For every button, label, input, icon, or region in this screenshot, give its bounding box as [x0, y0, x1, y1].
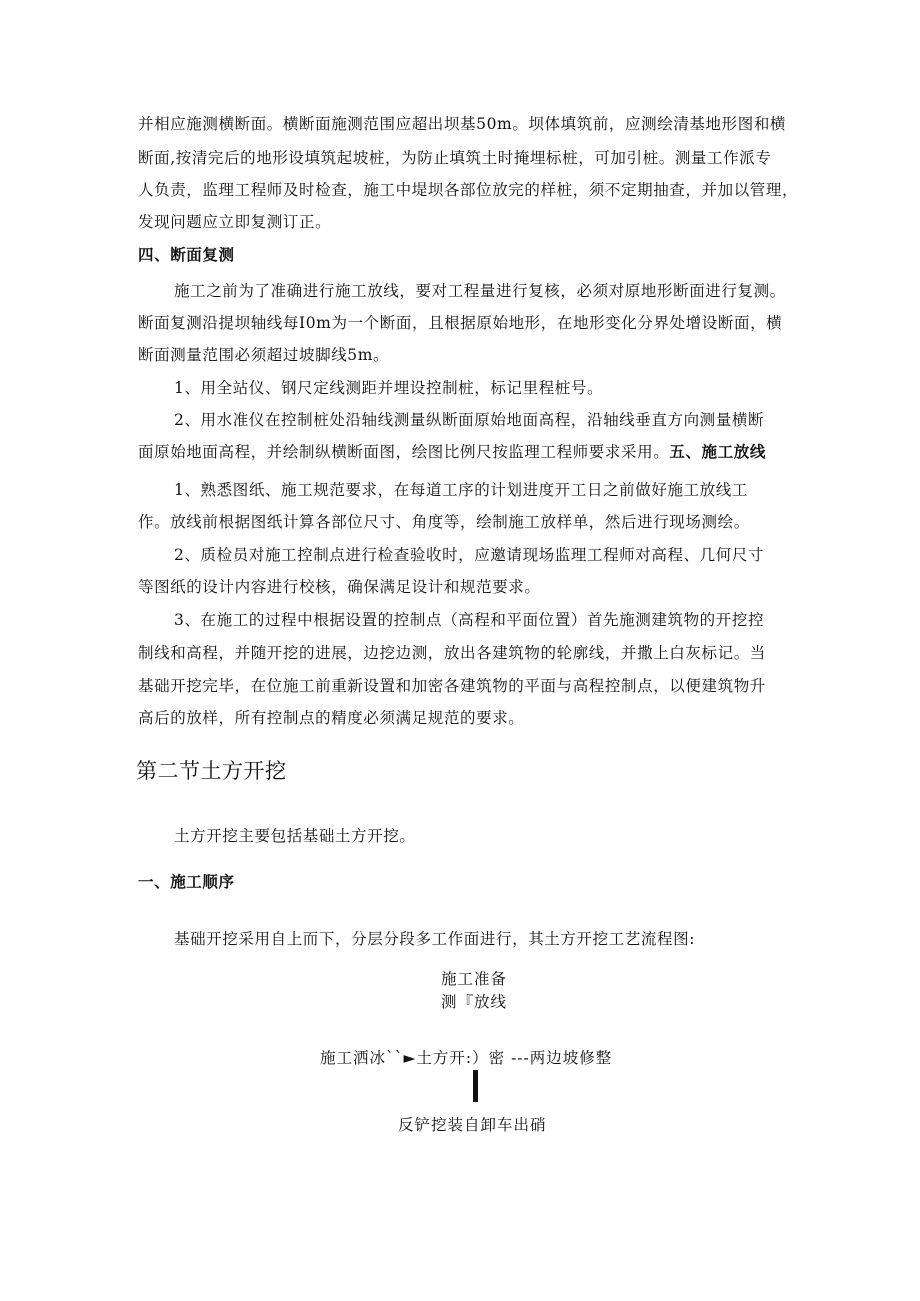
list-item: 2、质检员对施工控制点进行检查验收时，应邀请现场监理工程师对高程、几何尺寸 [174, 546, 765, 564]
list-item-text: 面原始地面高程，并绘制纵横断面图，绘图比例尺按监理工程师要求采用。 [138, 443, 670, 461]
flow-step-haul: 反铲挖装自卸车出硝 [398, 1116, 547, 1134]
paragraph-line: 人负责，监理工程师及时检查，施工中堤坝各部位放完的样桩，须不定期抽查，并加以管理， [138, 181, 799, 199]
paragraph-line: 断面复测沿提坝轴线每I0m为一个断面，且根据原始地形，在地形变化分界处增设断面，横 [138, 314, 783, 332]
list-item-continuation: 制线和高程，并随开挖的进展，边挖边测，放出各建筑物的轮廓线，并撒上白灰标记。当 [138, 644, 766, 662]
flow-step-prepare: 施工准备 [441, 970, 508, 988]
section-title: 第二节土方开挖 [136, 759, 287, 783]
flow-step-survey: 测『放线 [441, 993, 508, 1011]
flowchart-intro: 基础开挖采用自上而下，分层分段多工作面进行，其土方开挖工艺流程图: [174, 930, 696, 948]
paragraph-line: 断面,按清完后的地形设填筑起坡桩，为防止填筑土时掩埋标桩，可加引桩。测量工作派专 [138, 149, 772, 167]
list-item: 1、用全站仪、钢尺定线测距并埋设控制桩，标记里程桩号。 [174, 379, 604, 397]
section-intro: 土方开挖主要包括基础土方开挖。 [174, 827, 416, 845]
list-item: 3、在施工的过程中根据设置的控制点（高程和平面位置）首先施测建筑物的开挖控 [174, 611, 765, 629]
heading-section-4: 四、断面复测 [138, 246, 235, 264]
list-item: 1、熟悉图纸、施工规范要求，在每道工序的计划进度开工日之前做好施工放线工 [174, 481, 748, 499]
flow-step-row: 施工洒冰``►土方开:）密 ---两边坡修整 [320, 1049, 613, 1067]
paragraph-line: 并相应施测横断面。横断面施测范围应超出坝基50m。坝体填筑前，应测绘清基地形图和横 [138, 115, 787, 133]
flow-connector-bar [473, 1070, 478, 1102]
paragraph-line: 发现问题应立即复测订正。 [138, 213, 332, 231]
paragraph-line: 施工之前为了准确进行施工放线，要对工程量进行复核，必须对原地形断面进行复测。 [174, 282, 786, 300]
heading-construction-sequence: 一、施工顺序 [138, 873, 235, 891]
heading-section-5: 五、施工放线 [669, 443, 766, 461]
paragraph-line: 断面测量范围必须超过坡脚线5m。 [138, 346, 390, 364]
list-item: 2、用水准仪在控制桩处沿轴线测量纵断面原始地面高程，沿轴线垂直方向测量横断 [174, 411, 765, 429]
list-item-continuation: 高后的放样，所有控制点的精度必须满足规范的要求。 [138, 709, 525, 727]
list-item-continuation: 作。放线前根据图纸计算各部位尺寸、角度等，绘制施工放样单，然后进行现场测绘。 [138, 513, 750, 531]
list-item-continuation [138, 442, 766, 462]
list-item-continuation: 等图纸的设计内容进行校核，确保满足设计和规范要求。 [138, 578, 541, 596]
list-item-continuation: 基础开挖完毕，在位施工前重新设置和加密各建筑物的平面与高程控制点，以便建筑物升 [138, 677, 766, 695]
